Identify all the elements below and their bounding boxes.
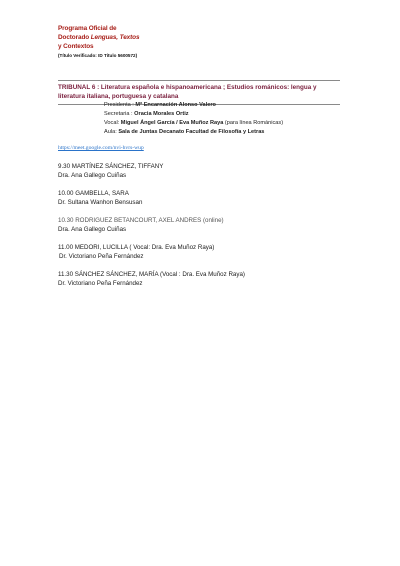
- meet-link[interactable]: https://meet.google.com/nvi-hvrs-wup: [58, 145, 144, 151]
- program-header: [58, 24, 139, 60]
- schedule-slot: [58, 270, 358, 288]
- presidente-name: Mª Encarnación Alonso Valero: [135, 102, 216, 108]
- aula-name: Sala de Juntas Decanato Facultad de Filosofía y Letras: [118, 129, 265, 135]
- vocal-label: Vocal:: [104, 120, 121, 126]
- presidente-label: Presidenta :: [104, 102, 136, 108]
- aula-label: Aula:: [104, 129, 119, 135]
- tribunal-members: [104, 101, 283, 137]
- schedule-slot: [58, 216, 358, 234]
- slot-director: Dr. Victoriano Peña Fernández: [58, 280, 143, 287]
- slot-director: Dr. Sultana Wanhon Bensusan: [58, 199, 143, 206]
- presidente-row: [104, 101, 283, 110]
- aula-row: [104, 128, 283, 137]
- slot-director: Dra. Ana Gallego Cuiñas: [58, 226, 127, 233]
- program-title-italic-1: Lenguas, Textos: [90, 34, 140, 41]
- secretaria-label: Secretaria :: [104, 111, 135, 117]
- vocal-note: (para línea Románicas): [223, 120, 284, 126]
- slot-time-candidate: 11.30 SÁNCHEZ SÁNCHEZ, MARÍA (Vocal : Dra. Eva Muñoz Raya): [58, 271, 245, 278]
- vocal-name: Miguel Ángel García / Eva Muñoz Raya: [120, 120, 224, 126]
- slot-time-candidate: 10.00 GAMBELLA, SARA: [58, 190, 129, 197]
- schedule-list: [58, 162, 358, 297]
- program-title-line-2: [58, 33, 139, 42]
- slot-time-candidate: 11.00 MEDORI, LUCILLA ( Vocal: Dra. Eva Muñoz Raya): [58, 244, 215, 251]
- slot-director: Dra. Ana Gallego Cuiñas: [58, 172, 127, 179]
- schedule-slot: [58, 189, 358, 207]
- slot-time-candidate: 10.30 RODRIGUEZ BETANCOURT, AXEL ANDRES (online): [58, 217, 224, 224]
- program-title-line-3: y Contextos: [58, 43, 94, 50]
- slot-time-candidate: 9.30 MARTÍNEZ SÁNCHEZ, TIFFANY: [58, 163, 164, 170]
- slot-director: Dr. Victoriano Peña Fernández: [59, 253, 144, 260]
- program-title-prefix: Doctorado: [58, 34, 91, 41]
- tribunal-title: TRIBUNAL 6 : Literatura española e hispanoamericana ; Estudios románicos: lengua y literatura italiana, portuguesa y catalana: [58, 80, 340, 105]
- program-reference: (Título Verificado: ID Título 5600572): [58, 53, 138, 58]
- vocal-row: [104, 119, 283, 128]
- secretaria-row: [104, 110, 283, 119]
- schedule-slot: [58, 243, 358, 261]
- secretaria-name: Oracia Morales Ortiz: [134, 111, 189, 117]
- program-title-line-1: Programa Oficial de: [58, 25, 117, 32]
- schedule-slot: [58, 162, 358, 180]
